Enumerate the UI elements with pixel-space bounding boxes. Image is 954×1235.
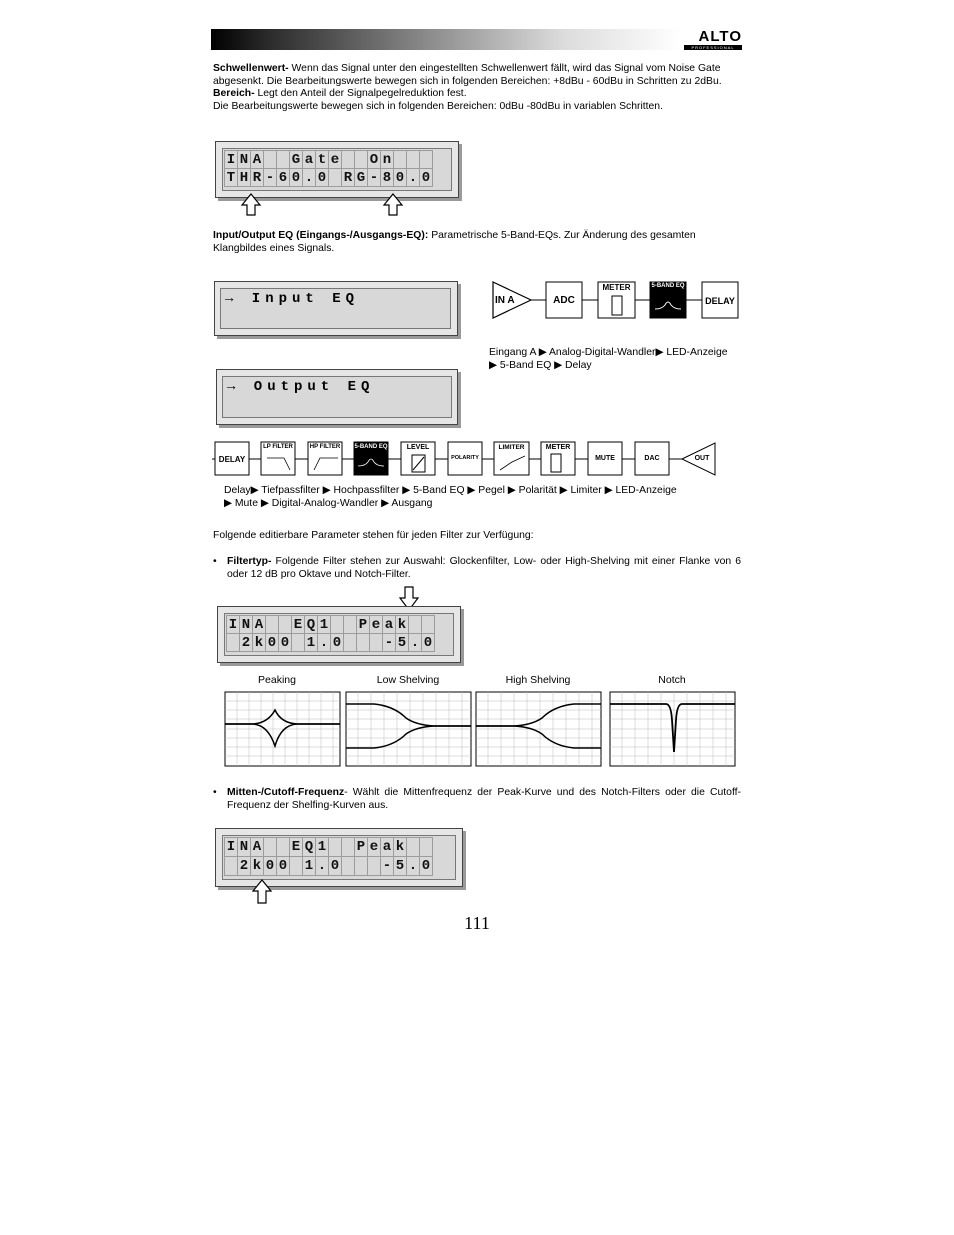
out-label-lp: LP FILTER <box>263 444 293 450</box>
out-label-dac: DAC <box>644 455 660 462</box>
params-intro: Folgende editierbare Parameter stehen für jeden Filter zur Verfügung: <box>213 530 534 541</box>
out-label-limiter: LIMITER <box>498 444 525 451</box>
range-text: Legt den Anteil der Signalpegelreduktion fest. <box>257 88 467 100</box>
eq-intro <box>213 230 743 255</box>
chain-label-delay: DELAY <box>705 296 735 306</box>
page-number: 111 <box>464 913 490 933</box>
threshold-term: Schwellenwert- <box>213 63 289 74</box>
lcd-row: T H R - 6 0 . 0 R G - 8 0 . 0 <box>225 169 433 187</box>
plot-low-shelving <box>344 690 474 770</box>
logo-text: ALTO <box>698 28 742 45</box>
chain-label-adc: ADC <box>553 295 575 306</box>
plot-title-peaking: Peaking <box>258 674 296 686</box>
eq-intro-text: Parametrische 5-Band-EQs. Zur Änderung des gesamten Klangbildes eines Signals. <box>213 230 696 254</box>
input-chain-caption: Eingang A ▶ Analog-Digital-Wandler▶ LED-Anzeige ▶ 5-Band EQ ▶ Delay <box>489 347 728 371</box>
filtertype-text: Folgende Filter stehen zur Auswahl: Glockenfilter, Low- oder High-Shelving mit einer Flanke von 6 oder 12 dB pro Oktave und Notch-Filter. <box>227 556 741 580</box>
threshold-paragraph <box>213 63 743 113</box>
threshold-text: Wenn das Signal unter den eingestellten Schwellenwert fällt, wird das Signal vom Noise Gate abgesenkt. Die Bearbeitungswerte bewegen sich in folgenden Bereichen: +8dBu - 60dBu in Schritten zu 2dBu. <box>213 63 722 87</box>
freq-term: Mitten-/Cutoff-Frequenz <box>227 787 345 798</box>
up-arrow-icon <box>251 879 273 905</box>
lcd-output-eq-text: → Output EQ <box>227 379 375 395</box>
up-arrow-icon <box>240 193 262 217</box>
out-label-level: LEVEL <box>406 444 430 451</box>
lcd-eq1b-table <box>224 837 433 876</box>
plot-title-notch: Notch <box>658 674 686 686</box>
range-text-2: Die Bearbeitungswerte bewegen sich in folgenden Bereichen: 0dBu -80dBu in variablen Schritten. <box>213 100 663 112</box>
range-term: Bereich- <box>213 88 255 100</box>
plot-title-high-shelving: High Shelving <box>505 674 571 686</box>
filtertype-term: Filtertyp- <box>227 556 272 567</box>
lcd-row: I N A G a t e O n <box>225 151 433 169</box>
out-label-eq: 5-BAND EQ <box>354 444 388 450</box>
lcd-row: I N A E Q 1 P e a k <box>227 616 435 634</box>
plot-peaking <box>213 690 343 770</box>
lcd-output-eq <box>216 369 458 425</box>
lcd-row: 2 k 0 0 1 . 0 - 5 . 0 <box>225 857 433 876</box>
plot-notch <box>608 690 738 770</box>
alto-logo <box>684 30 742 50</box>
header-bar <box>211 29 681 50</box>
out-label-out: OUT <box>694 455 710 462</box>
eq-intro-term: Input/Output EQ (Eingangs-/Ausgangs-EQ): <box>213 230 429 241</box>
freq-item: • Mitten-/Cutoff-Frequenz- Wählt die Mittenfrequenz der Peak-Kurve und des Notch-Filters oder die Cutoff-Frequenz der Shelfing-Kurven aus. <box>213 787 741 811</box>
lcd-input-eq-text: → Input EQ <box>225 291 360 307</box>
output-chain-caption: Delay▶ Tiefpassfilter ▶ Hochpassfilter ▶ 5-Band EQ ▶ Pegel ▶ Polarität ▶ Limiter ▶ LED-Anzeige ▶ Mute ▶ Digital-Analog-Wandler ▶ Ausgang <box>224 485 677 509</box>
out-label-delay: DELAY <box>218 455 246 464</box>
freq-text: - Wählt die Mittenfrequenz der Peak-Kurve und des Notch-Filters oder die Cutoff-Frequenz der Shelfing-Kurven aus. <box>227 787 741 811</box>
meter-icon <box>612 296 622 315</box>
out-label-meter: METER <box>545 444 571 451</box>
lcd-gate <box>215 141 459 198</box>
lcd-input-eq <box>214 281 458 336</box>
filtertype-item: • Filtertyp- Folgende Filter stehen zur Auswahl: Glockenfilter, Low- oder High-Shelving mit einer Flanke von 6 oder 12 dB pro Oktave und Notch-Filter. <box>213 556 741 580</box>
chain-label-eq: 5-BAND EQ <box>651 283 685 289</box>
lcd-gate-table <box>224 150 433 187</box>
lcd-eq1-top <box>217 606 461 663</box>
lcd-row: 2 k 0 0 1 . 0 - 5 . 0 <box>227 634 435 652</box>
logo-sub: PROFESSIONAL <box>684 45 742 50</box>
chain-label-ina: IN A <box>495 295 515 306</box>
lcd-row: I N A E Q 1 P e a k <box>225 838 433 857</box>
up-arrow-icon <box>382 193 404 217</box>
out-label-mute: MUTE <box>595 455 615 462</box>
out-label-hp: HP FILTER <box>309 444 341 450</box>
chain-label-meter: METER <box>602 283 631 292</box>
plot-title-low-shelving: Low Shelving <box>376 674 440 686</box>
plot-high-shelving <box>474 690 604 770</box>
out-label-polarity: POLARITY <box>451 455 479 461</box>
lcd-eq1-table <box>226 615 435 652</box>
